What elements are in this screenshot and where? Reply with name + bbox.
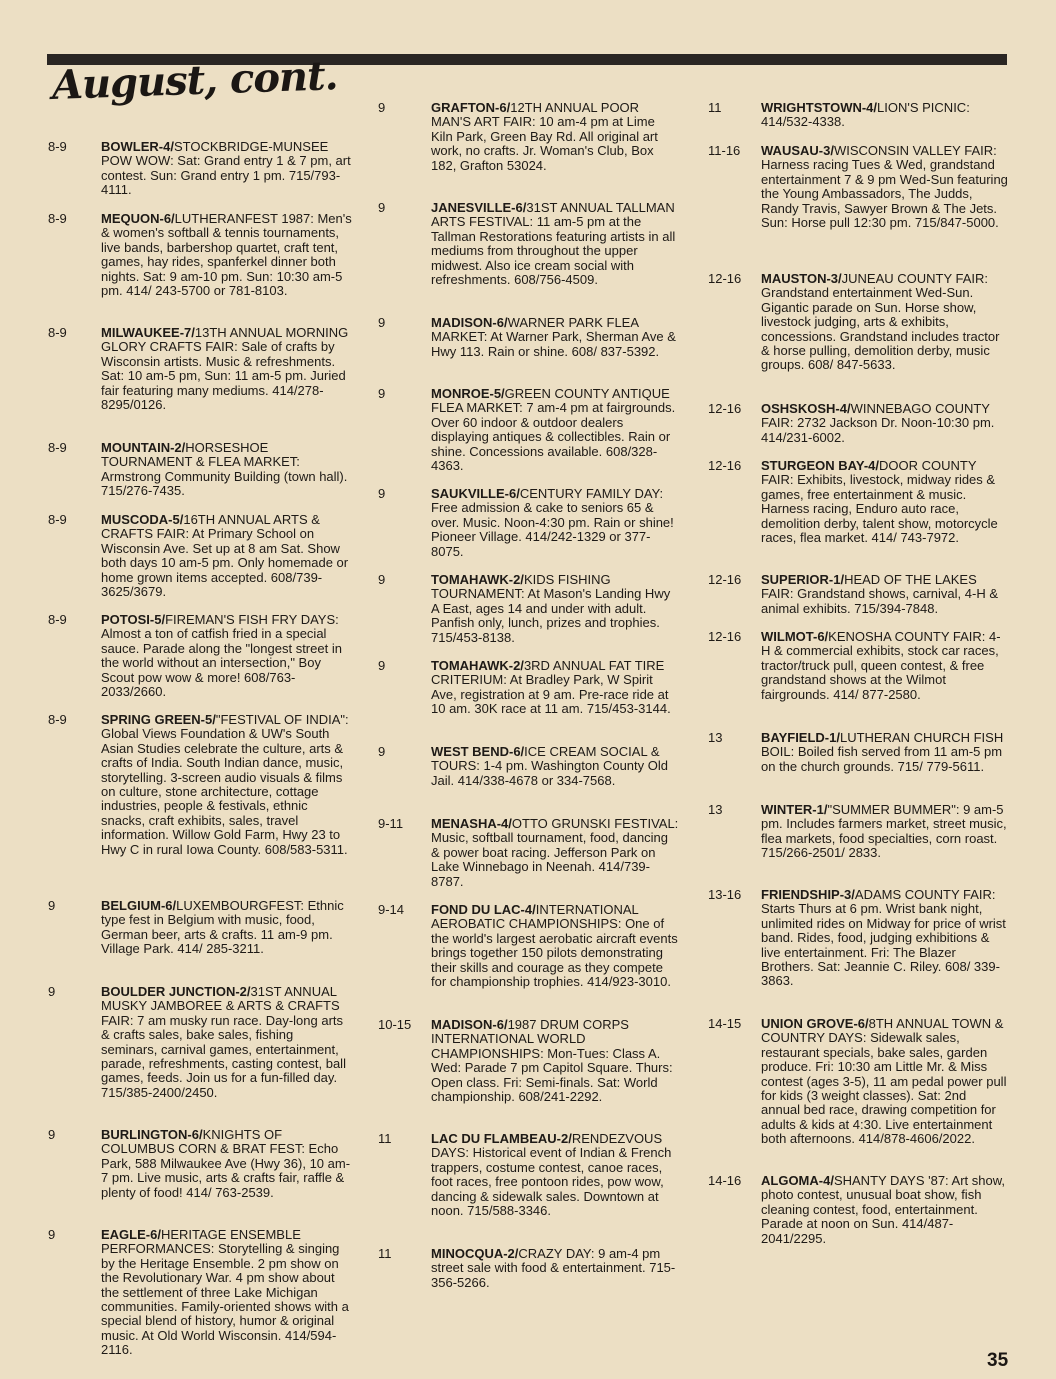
event-location: MUSCODA-5/: [101, 512, 184, 527]
event-details: 12TH ANNUAL POOR MAN'S ART FAIR: 10 am-4 pm at Lime Kiln Park, Green Bay Rd. All original art work, no crafts. Jr. Woman's Club, Box 182, Grafton 53024.: [431, 100, 658, 173]
event-description: [431, 201, 680, 287]
event-location: BURLINGTON-6/: [101, 1127, 203, 1142]
event-location: MINOCQUA-2/: [431, 1246, 519, 1261]
event-description: [101, 140, 353, 198]
event-details: ICE CREAM SOCIAL & TOURS: 1-4 pm. Washington County Old Jail. 414/338-4678 or 334-7568.: [431, 744, 668, 788]
event-location: BELGIUM-6/: [101, 898, 177, 913]
event-details: CRAZY DAY: 9 am-4 pm street sale with food & entertainment. 715-356-5266.: [431, 1246, 676, 1290]
event-description: [431, 101, 680, 173]
event-description: [761, 630, 1008, 702]
event-details: 3RD ANNUAL FAT TIRE CRITERIUM: At Bradley Park, W Spirit Ave, registration at 9 am. Pre-race ride at 10 am. 30K race at 11 am. 715/453-3144.: [431, 658, 671, 717]
event-location: BAYFIELD-1/: [761, 730, 840, 745]
event-date: 9: [378, 315, 386, 330]
event-date: 9: [48, 1127, 56, 1142]
event-description: [761, 402, 1008, 445]
event-description: [101, 899, 353, 957]
event-date: 8-9: [48, 211, 67, 226]
event-location: MADISON-6/: [431, 1017, 508, 1032]
event-details: 13TH ANNUAL MORNING GLORY CRAFTS FAIR: Sale of crafts by Wisconsin artists. Music & refreshments. Sat: 10 am-5 pm, Sun: 11 am-5 pm. Juried fair featuring many mediums. 414/278-8295/0126.: [101, 325, 349, 413]
event-details: 31ST ANNUAL MUSKY JAMBOREE & ARTS & CRAFTS FAIR: 7 am musky run race. Day-long arts & crafts sales, bake sales, fishing seminars, carnival games, entertainment, parade, refreshments, casting contest, ball games, feeds. Join us for a fun-filled day. 715/385-2400/2450.: [101, 984, 346, 1100]
event-date: 11: [378, 1246, 392, 1261]
event-description: [431, 316, 680, 359]
event-details: LION'S PICNIC: 414/532-4338.: [761, 100, 970, 130]
event-details: WINNEBAGO COUNTY FAIR: 2732 Jackson Dr. Noon-10:30 pm. 414/231-6002.: [761, 401, 995, 445]
event-description: [101, 985, 353, 1100]
event-date: 12-16: [708, 572, 742, 587]
event-date: 9: [48, 898, 56, 913]
event-description: [761, 573, 1008, 616]
event-description: [431, 1132, 680, 1218]
event-location: ALGOMA-4/: [761, 1173, 834, 1188]
event-details: KENOSHA COUNTY FAIR: 4-H & commercial exhibits, stock car races, tractor/truck pull, queen contest, & free grandstand shows at the Wilmot fairgrounds. 414/ 877-2580.: [761, 629, 1001, 702]
event-description: [431, 903, 680, 989]
event-location: JANESVILLE-6/: [431, 200, 527, 215]
event-date: 9: [48, 984, 56, 999]
event-date: 9: [378, 572, 386, 587]
event-location: MOUNTAIN-2/: [101, 440, 186, 455]
event-date: 12-16: [708, 629, 742, 644]
event-description: [101, 513, 353, 599]
event-details: 8TH ANNUAL TOWN & COUNTRY DAYS: Sidewalk sales, restaurant specials, bake sales, garden produce. Fri: 10:30 am Little Mr. & Miss contest (ages 3-5), 11 am pedal power pull for kids (3 weight classes). Sat: 2nd annual bed race, drawing competition for adults & kids at 4:30. Live entertainment both afternoons. 414/878-4606/2022.: [761, 1016, 1007, 1147]
event-date: 12-16: [708, 458, 742, 473]
event-date: 11: [708, 100, 722, 115]
event-date: 10-15: [378, 1017, 412, 1032]
event-location: WRIGHTSTOWN-4/: [761, 100, 878, 115]
event-location: SAUKVILLE-6/: [431, 486, 520, 501]
event-description: [761, 803, 1008, 861]
event-details: HORSESHOE TOURNAMENT & FLEA MARKET: Armstrong Community Building (town hall). 715/276-7435.: [101, 440, 348, 499]
event-description: [101, 713, 353, 857]
event-details: 1987 DRUM CORPS INTERNATIONAL WORLD CHAMPIONSHIPS: Mon-Tues: Class A. Wed: Parade 7 pm Capitol Square. Thurs: Open class. Fri: Semi-finals. Sat: World championship. 608/241-2292.: [431, 1017, 673, 1105]
event-date: 9: [378, 386, 386, 401]
event-location: SPRING GREEN-5/: [101, 712, 216, 727]
event-location: MEQUON-6/: [101, 211, 175, 226]
event-location: BOULDER JUNCTION-2/: [101, 984, 251, 999]
event-date: 9-11: [378, 816, 404, 831]
event-details: KIDS FISHING TOURNAMENT: At Mason's Landing Hwy A East, ages 14 and under with adult. Panfish only, lunch, prizes and trophies. 715/453-8138.: [431, 572, 671, 645]
event-location: WEST BEND-6/: [431, 744, 525, 759]
event-description: [761, 1174, 1008, 1246]
event-location: UNION GROVE-6/: [761, 1016, 869, 1031]
event-date: 9: [378, 486, 386, 501]
event-details: CENTURY FAMILY DAY: Free admission & cake to seniors 65 & over. Music. Noon-4:30 pm. Rain or shine! Pioneer Village. 414/242-1329 or 377-8075.: [431, 486, 674, 559]
event-location: FRIENDSHIP-3/: [761, 887, 855, 902]
event-location: BOWLER-4/: [101, 139, 174, 154]
event-date: 14-16: [708, 1173, 742, 1188]
event-details: OTTO GRUNSKI FESTIVAL: Music, softball tournament, food, dancing & power boat racing. Jefferson Park on Lake Winnebago in Neenah. 414/739-8787.: [431, 816, 679, 889]
event-description: [431, 487, 680, 559]
event-date: 13: [708, 802, 723, 817]
event-location: MENASHA-4/: [431, 816, 512, 831]
event-date: 14-15: [708, 1016, 742, 1031]
event-details: 16TH ANNUAL ARTS & CRAFTS FAIR: At Primary School on Wisconsin Ave. Set up at 8 am Sat. Show both days 10 am-5 pm. Only homemade or home grown items accepted. 608/739-3625/3679.: [101, 512, 349, 600]
event-location: TOMAHAWK-2/: [431, 658, 524, 673]
event-details: LUXEMBOURGFEST: Ethnic type fest in Belgium with music, food, German beer, arts & crafts. 11 am-9 pm. Village Park. 414/ 285-3211.: [101, 898, 344, 957]
event-details: DOOR COUNTY FAIR: Exhibits, livestock, midway rides & games, free entertainment & music. Harness racing, Enduro auto race, demolition derby, talent show, motorcycle races, flea market. 414/ 743-7972.: [761, 458, 998, 546]
event-date: 11-16: [708, 143, 741, 158]
event-date: 9: [378, 100, 386, 115]
event-details: INTERNATIONAL AEROBATIC CHAMPIONSHIPS: One of the world's largest aerobatic aircraft events brings together 150 pilots demonstrating their skills and courage as they compete for championship trophies. 414/923-3010.: [431, 902, 678, 990]
event-details: "FESTIVAL OF INDIA": Global Views Foundation & UW's South Asian Studies celebrate the culture, arts & crafts of India. South Indian dance, music, storytelling. 3-screen audio visuals & films on culture, stone architecture, cottage industries, people & festivals, ethnic snacks, craft exhibits, sales, travel information. Willow Gold Farm, Hwy 23 to Hwy C in rural Iowa County. 608/583-5311.: [101, 712, 349, 857]
event-description: [431, 1247, 680, 1290]
event-description: [431, 387, 680, 473]
event-details: WARNER PARK FLEA MARKET: At Warner Park, Sherman Ave & Hwy 113. Rain or shine. 608/ 837-5392.: [431, 315, 676, 359]
event-location: WILMOT-6/: [761, 629, 829, 644]
event-details: LUTHERAN CHURCH FISH BOIL: Boiled fish served from 11 am-5 pm on the church grounds. 715/ 779-5611.: [761, 730, 1004, 774]
event-details: JUNEAU COUNTY FAIR: Grandstand entertainment Wed-Sun. Gigantic parade on Sun. Horse show, livestock judging, arts & exhibits, concessions. Grandstand includes tractor & horse pulling, demolition derby, music groups. 608/ 847-5633.: [761, 271, 1000, 373]
event-date: 12-16: [708, 271, 742, 286]
event-details: LUTHERANFEST 1987: Men's & women's softball & tennis tournaments, live bands, barbershop quartet, craft tent, games, hay rides, spanferkel dinner both nights. Sat: 9 am-10 pm. Sun: 10:30 am-5 pm. 414/ 243-5700 or 781-8103.: [101, 211, 352, 299]
event-location: SUPERIOR-1/: [761, 572, 845, 587]
event-description: [101, 326, 353, 412]
event-details: 31ST ANNUAL TALLMAN ARTS FESTIVAL: 11 am-5 pm at the Tallman Restorations featuring artists in all mediums from throughout the upper midwest. Also ice cream social with refreshments. 608/756-4509.: [431, 200, 676, 288]
event-date: 8-9: [48, 440, 67, 455]
event-location: EAGLE-6/: [101, 1227, 161, 1242]
event-description: [761, 888, 1008, 989]
event-date: 11: [378, 1131, 392, 1146]
event-date: 9: [378, 658, 386, 673]
event-details: STOCKBRIDGE-MUNSEE POW WOW: Sat: Grand entry 1 & 7 pm, art contest. Sun: Grand entry 1 pm. 715/793-4111.: [101, 139, 351, 198]
event-date: 8-9: [48, 612, 67, 627]
event-description: [761, 101, 1008, 130]
event-date: 8-9: [48, 325, 67, 340]
event-date: 8-9: [48, 512, 67, 527]
event-date: 12-16: [708, 401, 742, 416]
event-details: HERITAGE ENSEMBLE PERFORMANCES: Storytelling & singing by the Heritage Ensemble. 2 pm show on the Revolutionary War. 4 pm show about the settlement of three Lake Michigan communities. Family-oriented shows with a special blend of history, humor & original music. At Old World Wisconsin. 414/594-2116.: [101, 1227, 349, 1358]
event-description: [761, 1017, 1008, 1147]
event-details: HEAD OF THE LAKES FAIR: Grandstand shows, carnival, 4-H & animal exhibits. 715/394-7848.: [761, 572, 998, 616]
event-description: [431, 659, 680, 717]
page-number: 35: [987, 1350, 1009, 1371]
event-date: 9: [378, 200, 386, 215]
event-location: MAUSTON-3/: [761, 271, 842, 286]
event-details: WISCONSIN VALLEY FAIR: Harness racing Tues & Wed, grandstand entertainment 7 & 9 pm Wed-Sun featuring the Young Ambassadors, The Judds, Randy Travis, Sawyer Brown & The Jets. Sun: Horse pull 12:30 pm. 715/847-5000.: [761, 143, 1008, 231]
event-details: KNIGHTS OF COLUMBUS CORN & BRAT FEST: Echo Park, 588 Milwaukee Ave (Hwy 36), 10 am-7 pm. Live music, arts & crafts fair, raffle & plenty of food! 414/ 763-2539.: [101, 1127, 351, 1200]
event-description: [431, 573, 680, 645]
event-description: [431, 817, 680, 889]
event-location: MONROE-5/: [431, 386, 505, 401]
event-description: [101, 1128, 353, 1200]
event-location: OSHSKOSH-4/: [761, 401, 851, 416]
event-date: 8-9: [48, 139, 67, 154]
event-date: 9-14: [378, 902, 405, 917]
event-details: SHANTY DAYS '87: Art show, photo contest, unusual boat show, fish cleaning contest, food, entertainment. Parade at noon on Sun. 414/487-2041/2295.: [761, 1173, 1006, 1246]
event-details: GREEN COUNTY ANTIQUE FLEA MARKET: 7 am-4 pm at fairgrounds. Over 60 indoor & outdoor dealers displaying antiques & collectibles. Rain or shine. Concessions available. 608/328-4363.: [431, 386, 676, 474]
event-location: MILWAUKEE-7/: [101, 325, 195, 340]
event-date: 8-9: [48, 712, 67, 727]
event-location: MADISON-6/: [431, 315, 508, 330]
event-description: [431, 745, 680, 788]
event-location: FOND DU LAC-4/: [431, 902, 536, 917]
event-description: [761, 144, 1008, 230]
event-description: [761, 459, 1008, 545]
event-details: RENDEZVOUS DAYS: Historical event of Indian & French trappers, costume contest, canoe races, foot races, free pontoon rides, pow wow, dancing & sidewalk sales. Downtown at noon. 715/588-3346.: [431, 1131, 672, 1219]
event-date: 13: [708, 730, 723, 745]
event-details: FIREMAN'S FISH FRY DAYS: Almost a ton of catfish fried in a special sauce. Parade along the "longest street in the world without an intersection," Boy Scout pow wow & more! 608/763-2033/2660.: [101, 612, 342, 700]
event-location: STURGEON BAY-4/: [761, 458, 879, 473]
event-details: "SUMMER BUMMER": 9 am-5 pm. Includes farmers market, street music, flea markets, food specialties, corn roast. 715/266-2501/ 2833.: [761, 802, 1007, 861]
event-description: [101, 1228, 353, 1358]
event-location: POTOSI-5/: [101, 612, 166, 627]
event-details: ADAMS COUNTY FAIR: Starts Thurs at 6 pm. Wrist bank night, unlimited rides on Midway for price of wrist band. Rides, food, judging exhibitions & live entertainment. Fri: The Blazer Brothers. Sat: Jeannie C. Riley. 608/ 339-3863.: [761, 887, 1006, 989]
event-description: [101, 613, 353, 699]
event-description: [101, 441, 353, 499]
event-location: WAUSAU-3/: [761, 143, 834, 158]
event-description: [101, 212, 353, 298]
event-description: [761, 731, 1008, 774]
event-location: LAC DU FLAMBEAU-2/: [431, 1131, 572, 1146]
event-location: WINTER-1/: [761, 802, 828, 817]
event-location: TOMAHAWK-2/: [431, 572, 524, 587]
event-date: 9: [48, 1227, 56, 1242]
event-date: 9: [378, 744, 386, 759]
event-location: GRAFTON-6/: [431, 100, 511, 115]
event-date: 13-16: [708, 887, 742, 902]
event-description: [431, 1018, 680, 1104]
event-description: [761, 272, 1008, 373]
page-heading: August, cont.: [51, 52, 339, 109]
